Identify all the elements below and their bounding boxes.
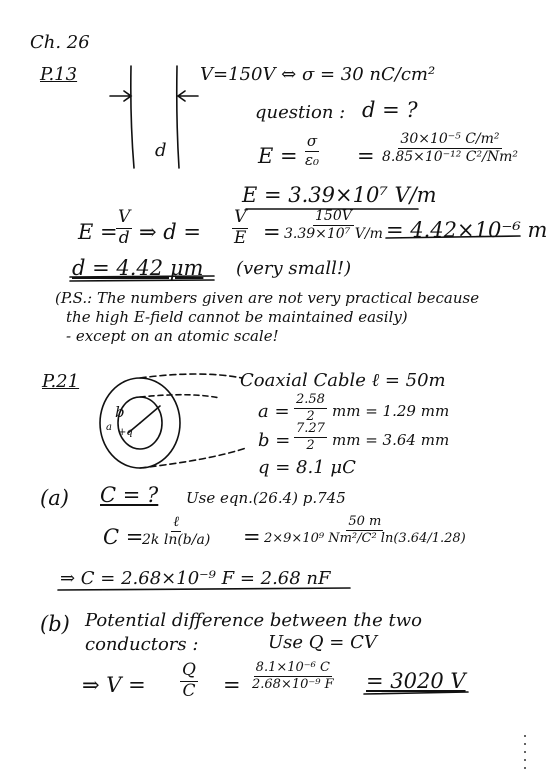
c-symbolic-fraction: ℓ 2k ln(b/a) (142, 514, 211, 548)
diagram-b-label: b (115, 403, 125, 421)
v-result: = 3020 V (366, 669, 466, 693)
e-formula-lhs: E = (258, 144, 298, 168)
d-final-answer: d = 4.42 μm (72, 256, 204, 280)
part-b-use-qcv: Use Q = CV (268, 632, 377, 653)
d-value-fraction: $\frac{150V}{\text{3.39×10⁷ V/m}}$ (284, 208, 383, 242)
problem-13-label: P.13 (40, 64, 78, 85)
outer-conductor (100, 378, 180, 468)
a-lhs: a = (258, 401, 290, 422)
inner-top-edge (140, 395, 220, 398)
c-value-fraction: $\frac{50 m}{\text{2×9×10⁹ Nm²/C² ln(3.64/1.28)}}$ (264, 514, 466, 546)
c-result: ⇒ C = 2.68×10⁻⁹ F = 2.68 nF (60, 568, 331, 589)
d-final-underline-2 (70, 280, 214, 281)
left-plate (131, 66, 134, 168)
charge-value: q = 8.1 μC (258, 457, 356, 478)
b-value: mm = 3.64 mm (332, 431, 450, 449)
plate-gap-label: d (155, 140, 167, 161)
v-over-d: $\frac{V}{d}$ (118, 207, 131, 248)
v-value-fraction: $\frac{\text{8.1×10⁻⁶ C}}{\text{2.68×10⁻⁹ F}}$ (252, 660, 334, 692)
v-equals: = (223, 673, 241, 697)
part-b-text-2: conductors : (85, 634, 199, 655)
p21-title: Coaxial Cable ℓ = 50m (240, 370, 446, 391)
radius-b (140, 406, 160, 423)
right-field-arrow (178, 91, 198, 101)
b-lhs: b = (258, 430, 291, 451)
p13-given: V=150V ⇔ σ = 30 nC/cm² (200, 64, 436, 85)
q-over-c: $\frac{Q}{C}$ (182, 660, 196, 701)
left-field-arrow (110, 91, 131, 101)
v-lhs: ⇒ V = (82, 673, 146, 697)
c-lhs: C = (103, 525, 144, 549)
part-b-label: (b) (40, 612, 70, 636)
question-value: d = ? (362, 98, 418, 122)
e-formula-equals: = (357, 144, 375, 168)
part-a-use-equation: Use eqn.(26.4) p.745 (186, 489, 346, 507)
cable-top-edge (140, 374, 242, 378)
a-fraction: $\frac{2.58}{2}$ (296, 392, 325, 424)
part-a-label: (a) (40, 486, 69, 510)
p13-note-line-2: the high E-field cannot be maintained easily) (66, 308, 408, 326)
d-final-note: (very small!) (236, 258, 352, 279)
d-equals: = (263, 220, 281, 244)
part-b-text-1: Potential difference between the two (85, 610, 422, 631)
problem-21-label: P.21 (42, 371, 80, 392)
b-fraction: $\frac{7.27}{2}$ (296, 421, 325, 453)
cable-bottom-edge (140, 448, 246, 468)
p13-note-line-1: (P.S.: The numbers given are not very practical because (55, 289, 480, 307)
c-equals: = (243, 525, 261, 549)
diagram-a-label: a (106, 422, 112, 433)
right-plate (177, 66, 179, 168)
diagram-q-label: +q (118, 427, 133, 438)
v-over-e: $\frac{V}{E}$ (234, 207, 247, 248)
chapter-heading: Ch. 26 (30, 32, 90, 53)
d-result: = 4.42×10⁻⁶ m (386, 218, 548, 242)
p13-note-line-3: - except on an atomic scale! (66, 327, 279, 345)
question-label: question : (255, 102, 346, 123)
part-a-question: C = ? (100, 483, 159, 507)
page-edge-dots (524, 735, 528, 775)
d-implies: ⇒ d = (139, 220, 201, 244)
e-sigma-over-eps: $\frac{\sigma}{\text{ε₀}}$ (305, 132, 320, 169)
e-result: E = 3.39×10⁷ V/m (242, 183, 437, 207)
e-value-fraction: $\frac{\text{30×10⁻⁵ C/m²}}{\text{8.85×10⁻¹² C²/Nm²}}$ (382, 131, 518, 165)
d-formula-lhs: E = (78, 220, 118, 244)
a-value: mm = 1.29 mm (332, 402, 450, 420)
